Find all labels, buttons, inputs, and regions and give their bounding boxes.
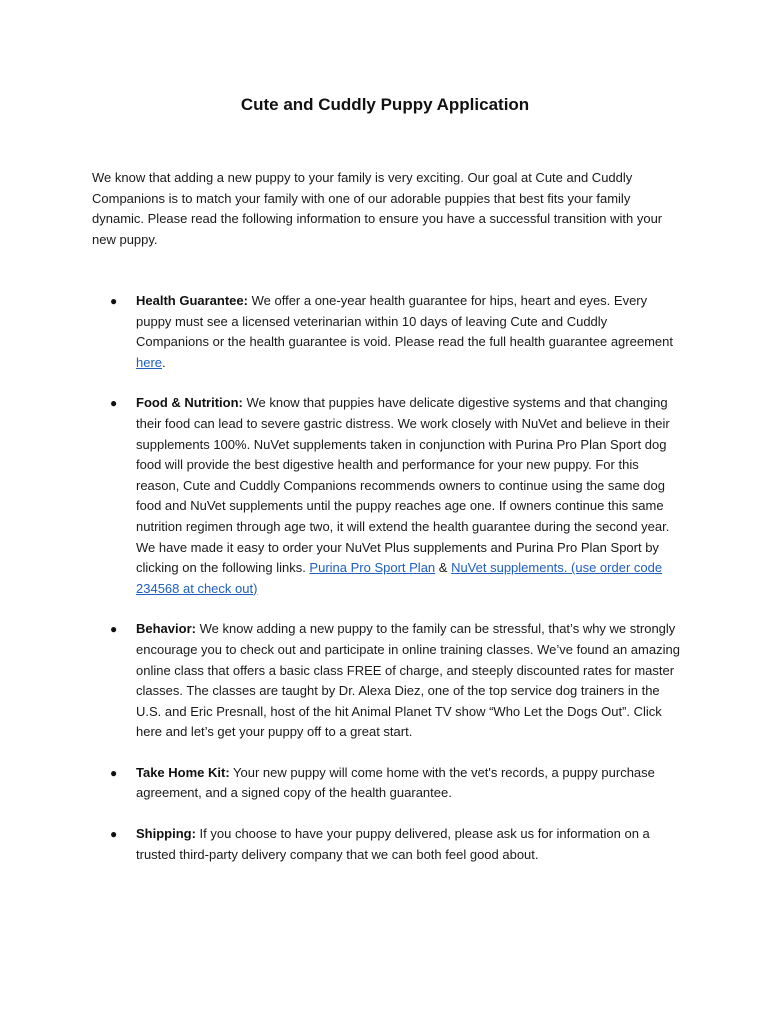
health-guarantee-text: We offer a one-year health guarantee for hips, heart and eyes. Every puppy must see a licensed veterinarian within 10 days of leaving Cute and Cuddly Companions or the health guarantee is void. Please read the full health guarantee agreement — [136, 293, 673, 350]
bullet-icon: ● — [110, 396, 118, 411]
list-item-shipping — [110, 824, 682, 865]
ampersand-text: & — [435, 560, 452, 576]
bullet-icon: ● — [110, 294, 118, 308]
purina-pro-sport-plan-link[interactable]: Purina Pro Sport Plan — [309, 560, 436, 576]
list-item-take-home-kit — [110, 763, 682, 804]
behavior-label: Behavior: — [136, 621, 196, 637]
behavior-text: We know adding a new puppy to the family can be stressful, that’s why we strongly encourage you to check out and participate in online training classes. We’ve found an amazing online class that offers a basic class FREE of charge, and steeply discounted rates for master classes. The classes are taught by Dr. Alexa Diez, one of the top service dog trainers in the U.S. and Eric Presnall, host of the hit Animal Planet TV show “Who Let the Dogs Out”. Click here and let’s get your puppy off to a great start. — [136, 621, 680, 740]
list-item-behavior — [110, 619, 682, 743]
page-title: Cute and Cuddly Puppy Application — [240, 95, 530, 114]
info-list — [110, 291, 682, 865]
bullet-icon: ● — [110, 765, 118, 780]
intro-paragraph: We know that adding a new puppy to your family is very exciting. Our goal at Cute and Cuddly Companions is to match your family with one of our adorable puppies that best fits your family dynamic. Please read the following information to ensure you have a successful transition with your new puppy. — [92, 170, 663, 247]
take-home-kit-text: Your new puppy will come home with the vet's records, a puppy purchase agreement, and a signed copy of the health guarantee. — [136, 764, 655, 801]
list-item-food-nutrition — [110, 393, 682, 599]
list-item-health-guarantee — [110, 291, 682, 373]
shipping-label: Shipping: — [136, 826, 196, 842]
bullet-icon: ● — [110, 622, 118, 637]
take-home-kit-label: Take Home Kit: — [136, 764, 230, 780]
shipping-text: If you choose to have your puppy delivered, please ask us for information on a trusted third-party delivery company that we can both feel good about. — [136, 826, 650, 862]
nuvet-supplements-link[interactable]: NuVet supplements. (use order code 234568 at check out) — [136, 560, 663, 596]
food-nutrition-text: We know that puppies have delicate digestive systems and that changing their food can lead to severe gastric distress. We work closely with NuVet and believe in their supplements 100%. NuVet supplements taken in conjunction with Purina Pro Plan Sport dog food will provide the best digestive health and performance for your new puppy. For this reason, Cute and Cuddly Companions recommends owners to continue using the same dog food and NuVet supplements until the puppy reaches age one. If owners continue this same nutrition regimen through age two, it will extend the health guarantee during the second year. We have made it easy to order your NuVet Plus supplements and Purina Pro Plan Sport by clicking on the following links. — [136, 395, 670, 576]
food-nutrition-label: Food & Nutrition: — [136, 395, 243, 411]
health-guarantee-end: . — [162, 354, 166, 370]
health-guarantee-label: Health Guarantee: — [136, 293, 248, 308]
bullet-icon: ● — [110, 827, 118, 842]
health-guarantee-here-link[interactable]: here — [136, 354, 163, 370]
